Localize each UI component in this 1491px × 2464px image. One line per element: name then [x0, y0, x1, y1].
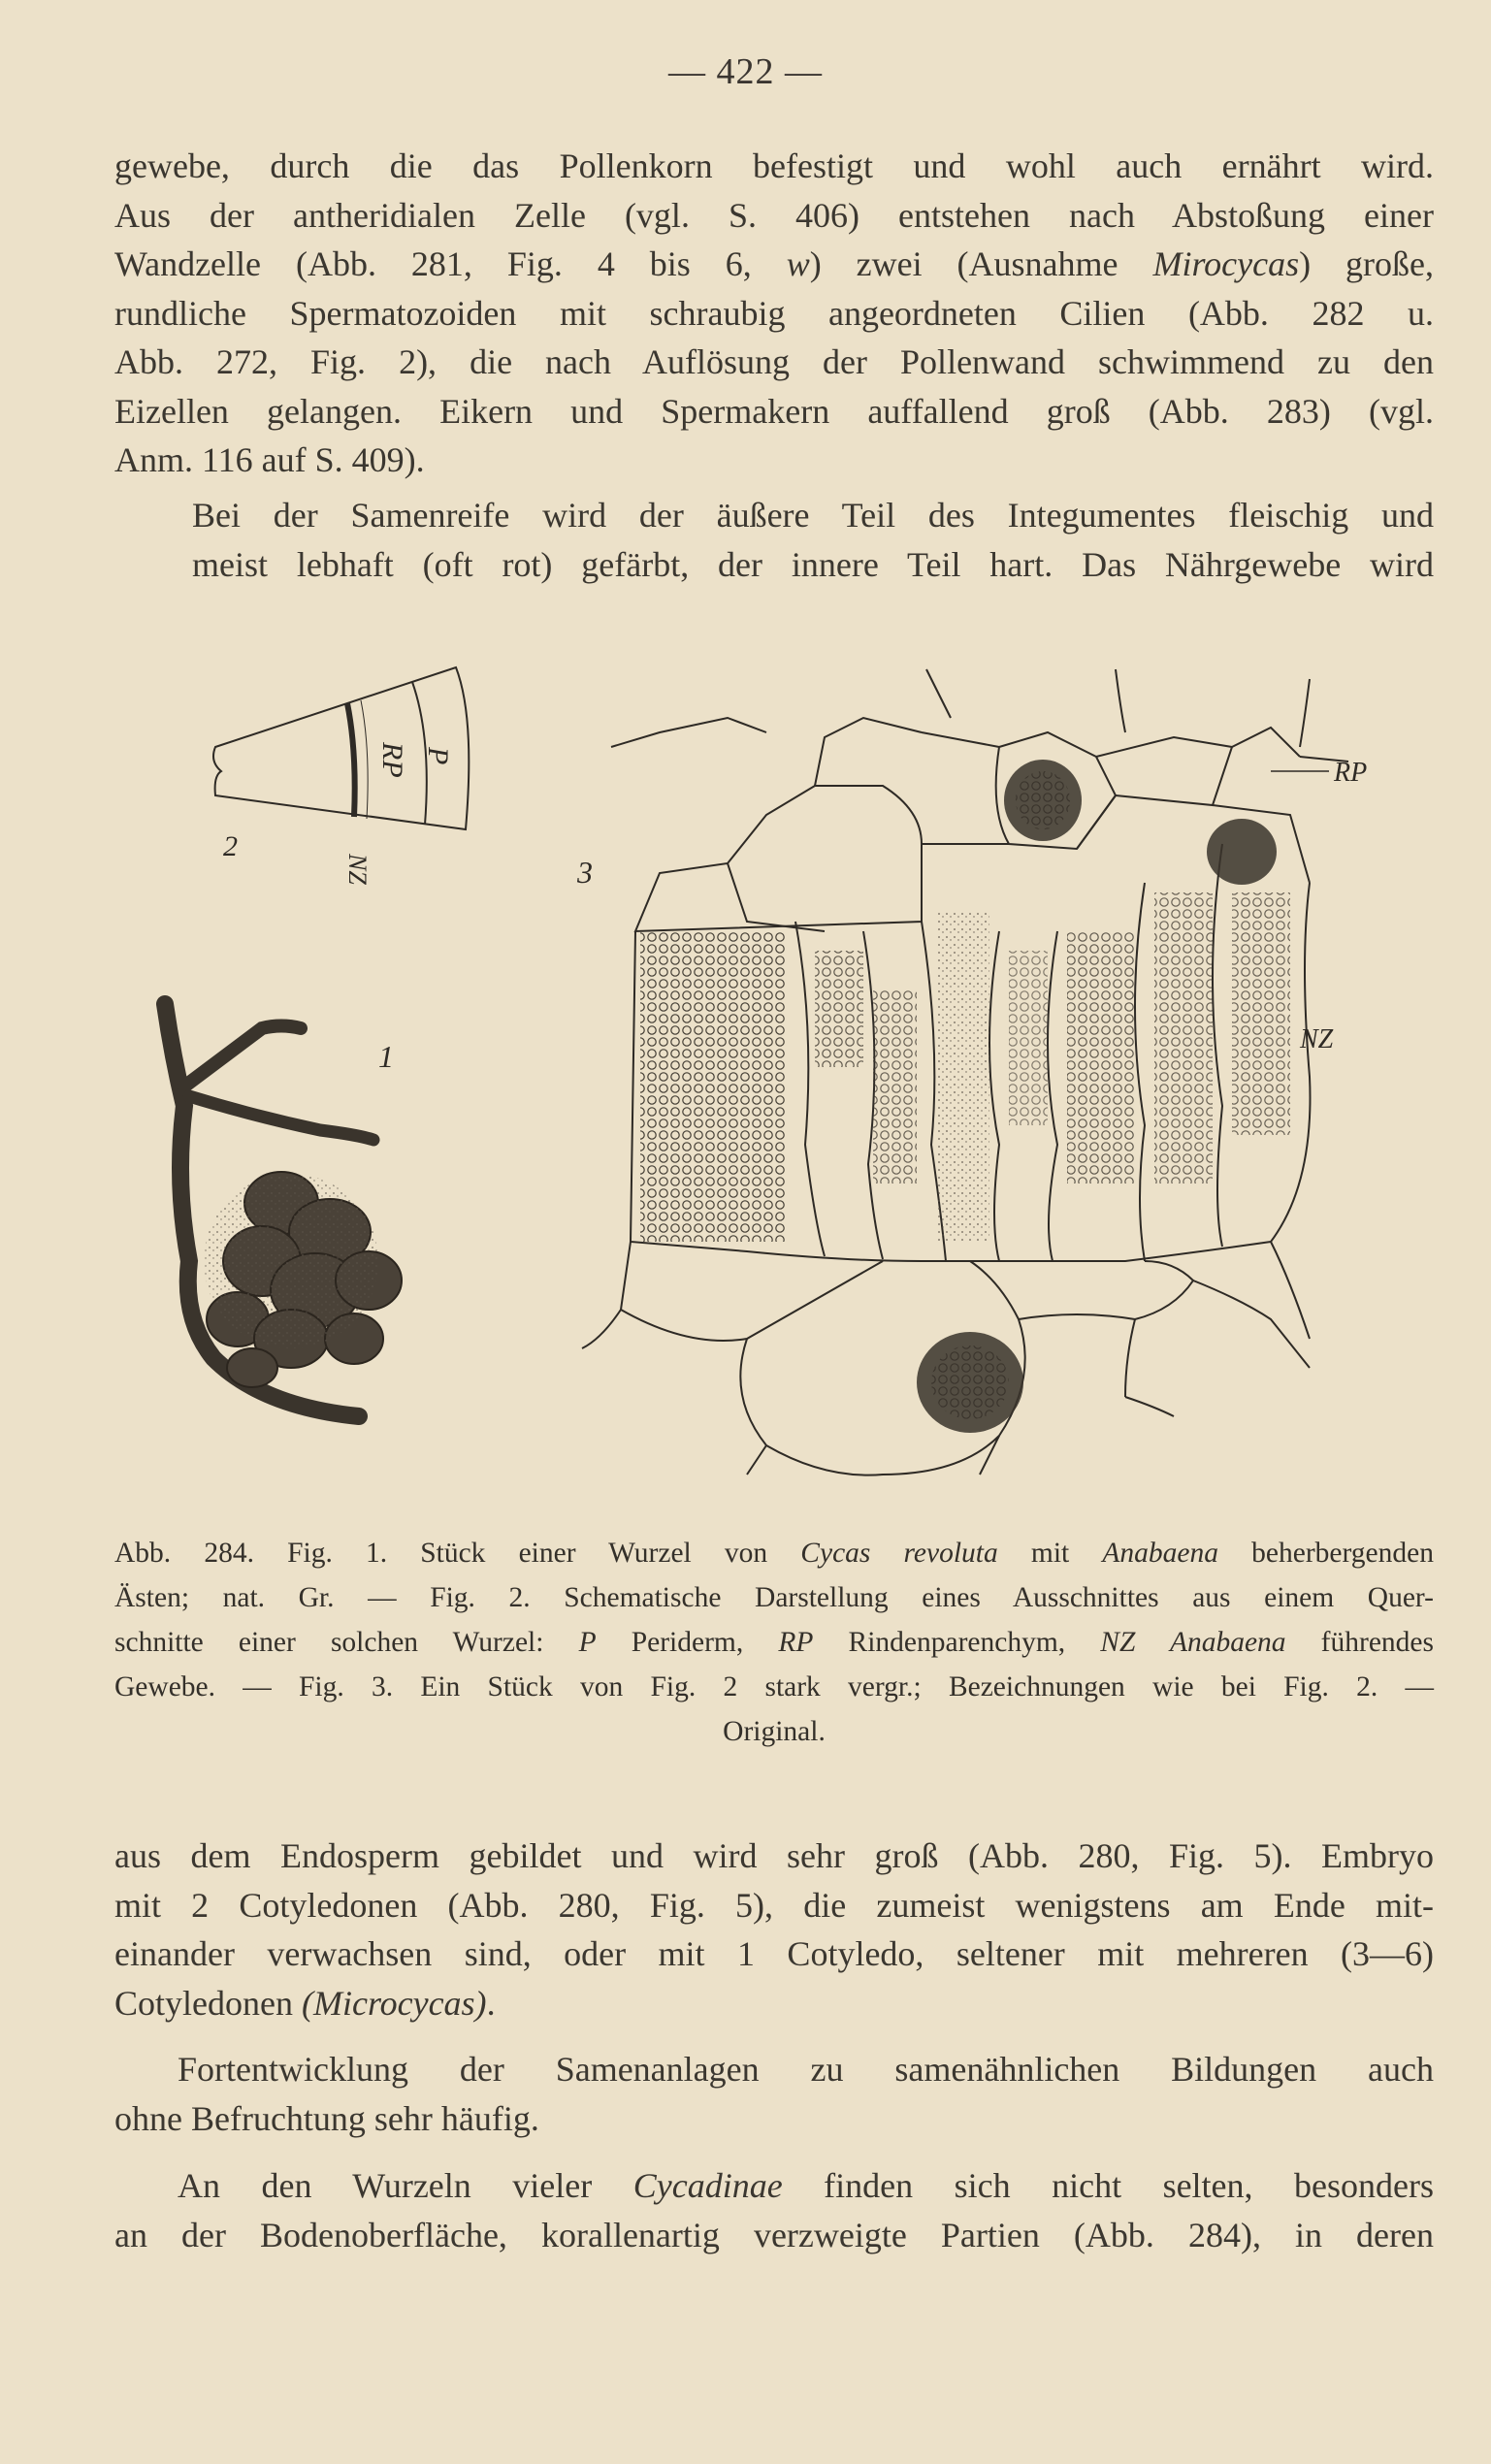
- fig-3-label: 3: [577, 855, 593, 890]
- text-line: Wandzelle (Abb. 281, Fig. 4 bis 6, w) zwei (Ausnahme Mirocycas) große,: [114, 244, 1434, 283]
- text-line: Fortentwicklung der Samenanlagen zu samenähnlichen Bildungen auch: [178, 2050, 1434, 2089]
- paragraph-pollination: [114, 142, 1434, 485]
- caption-line: Gewebe. — Fig. 3. Ein Stück von Fig. 2 stark vergr.; Bezeichnungen wie bei Fig. 2. —: [114, 1671, 1434, 1702]
- label-nz-fig3: NZ: [1300, 1024, 1334, 1054]
- paragraph-parthenocarpy: [114, 2045, 1434, 2143]
- text-line: Aus der antheridialen Zelle (vgl. S. 406) entstehen nach Abstoßung einer: [114, 195, 1434, 235]
- label-nz: NZ: [343, 854, 372, 885]
- text-line: einander verwachsen sind, oder mit 1 Cotyledo, seltener mit mehreren (3—6): [114, 1934, 1434, 1973]
- text-line: Bei der Samenreife wird der äußere Teil des Integumentes fleischig und: [192, 496, 1434, 535]
- figure-caption: [114, 1531, 1434, 1754]
- text-line: Cotyledonen (Microcycas).: [114, 1983, 496, 2023]
- label-rp-fig3: RP: [1334, 758, 1368, 788]
- page-number: — 422 —: [668, 51, 823, 92]
- text-line: gewebe, durch die das Pollenkorn befestigt und wohl auch ernährt wird.: [114, 146, 1434, 185]
- paragraph-coralloid-roots: [114, 2161, 1434, 2259]
- caption-line: schnitte einer solchen Wurzel: P Periderm, RP Rindenparenchym, NZ Anabaena führendes: [114, 1627, 1434, 1658]
- text-line: Abb. 272, Fig. 2), die nach Auflösung der Pollenwand schwimmend zu den: [114, 342, 1434, 381]
- text-line: aus dem Endosperm gebildet und wird sehr groß (Abb. 280, Fig. 5). Embryo: [114, 1836, 1434, 1875]
- caption-line: Ästen; nat. Gr. — Fig. 2. Schematische Darstellung eines Ausschnittes aus einem Quer-: [114, 1582, 1434, 1613]
- paragraph-seed-ripening: [114, 491, 1434, 589]
- fig-1-label: 1: [378, 1039, 394, 1074]
- text-line: Eizellen gelangen. Eikern und Spermakern auffallend groß (Abb. 283) (vgl.: [114, 391, 1434, 431]
- anabaena-colonies: [640, 760, 1290, 1433]
- text-line: mit 2 Cotyledonen (Abb. 280, Fig. 5), die zumeist wenigstens am Ende mit-: [114, 1885, 1434, 1925]
- caption-line: Abb. 284. Fig. 1. Stück einer Wurzel von Cycas revoluta mit Anabaena beherbergenden: [114, 1538, 1434, 1569]
- text-line: meist lebhaft (oft rot) gefärbt, der innere Teil hart. Das Nährgewebe wird: [192, 544, 1434, 584]
- fig-2-label: 2: [223, 830, 238, 862]
- text-line: an der Bodenoberfläche, korallenartig verzweigte Partien (Abb. 284), in deren: [114, 2215, 1434, 2254]
- label-rp: RP: [376, 742, 408, 778]
- text-line: An den Wurzeln vieler Cycadinae finden sich nicht selten, besonders: [178, 2166, 1434, 2205]
- text-line: rundliche Spermatozoiden mit schraubig angeordneten Cilien (Abb. 282 u.: [114, 293, 1434, 333]
- paragraph-endosperm: [114, 1832, 1434, 2027]
- figure-abb-284: [146, 640, 1368, 1494]
- label-p: P: [422, 747, 454, 765]
- text-line: ohne Befruchtung sehr häufig.: [114, 2098, 539, 2138]
- figure-1-coralloid-root: [165, 1004, 402, 1416]
- caption-line: Original.: [723, 1716, 826, 1747]
- text-line: Anm. 116 auf S. 409).: [114, 440, 425, 479]
